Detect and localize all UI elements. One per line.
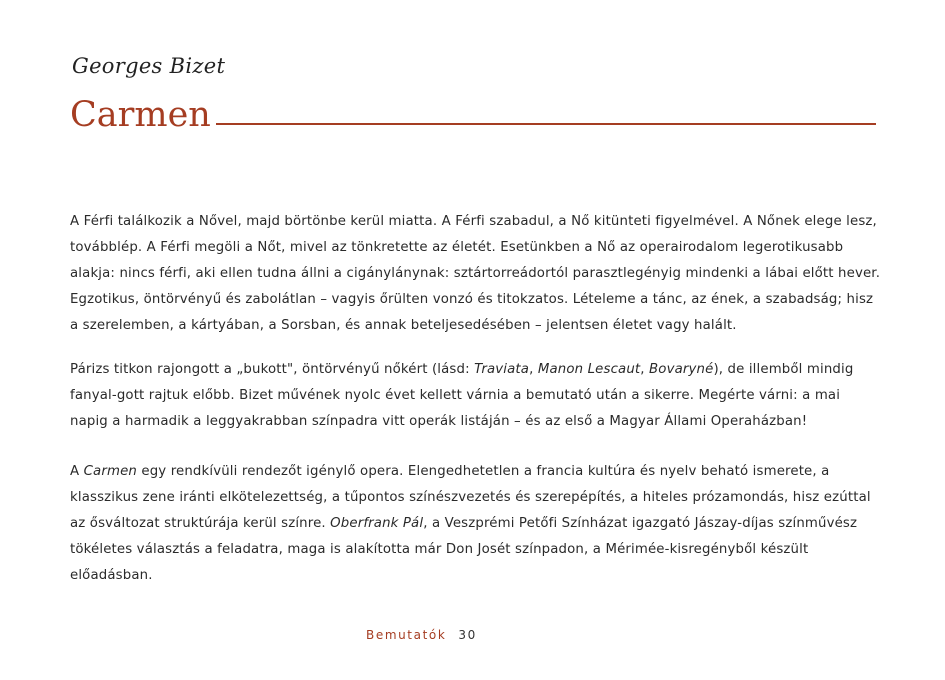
work-title-carmen: Carmen — [83, 464, 137, 479]
title-row — [70, 92, 876, 138]
paragraph-synopsis: A Férfi találkozik a Nővel, majd börtönbe kerül miatta. A Férfi szabadul, a Nő kitünteti figyelmével. A Nőnek elege lesz, továbblép. A Férfi megöli a Nőt, mivel az tönkretette az életét. Esetünkben a Nő az operairodalom legerotikusabb alakja: nincs férfi, aki ellen tudna állni a cigánylánynak: sztártorreádortól parasztlegényig mindenki a lábai előtt hever. Egzotikus, öntörvényű és zabolátlan – vagyis őrülten vonzó és titokzatos. Lételeme a tánc, az ének, a szabadság; hisz a szerelemben, a kártyában, a Sorsban, és annak beteljesedésében – jelentsen életet vagy halált. — [70, 214, 881, 333]
work-title-manon-lescaut: Manon Lescaut — [537, 362, 641, 377]
separator: , — [640, 362, 650, 377]
work-title-bovaryne: Bovaryné — [649, 362, 714, 377]
composer-name: Georges Bizet — [72, 54, 226, 78]
paragraph-direction — [70, 459, 882, 589]
footer-section-label: Bemutatók — [366, 628, 447, 642]
page-title: Carmen — [70, 95, 211, 135]
page-number: 30 — [458, 628, 477, 642]
director-name: Oberfrank Pál — [330, 516, 424, 531]
paragraph-direction-text-2: egy rendkívüli rendezőt igénylő opera. Elengedhetetlen a francia kultúra és nyelv beható ismerete, a klasszikus zene iránti elkötelezettség, a tűpontos színészvezetés és szerepépítés, a hiteles prózamondás, hisz ezúttal az ősváltozat struktúrája kerül színre. — [70, 464, 871, 531]
page-footer — [366, 628, 477, 642]
paragraph-history-text-1: Párizs titkon rajongott a „bukott", öntörvényű nőkért (lásd: — [70, 362, 475, 377]
work-title-traviata: Traviata — [474, 362, 530, 377]
title-divider — [216, 123, 876, 125]
paragraph-history — [70, 357, 882, 435]
paragraph-history-text-2: ), de illemből mindig fanyal-gott rajtuk előbb. Bizet művének nyolc évet kellett várnia a bemutató után a sikerre. Megérte várni: a mai napig a harmadik a leggyakrabban színpadra vitt operák listáján – és az első a Magyar Állami Operaházban! — [70, 362, 854, 429]
paragraph-direction-text-1: A — [70, 464, 84, 479]
separator: , — [529, 362, 538, 377]
paragraph-direction-text-3: , a Veszprémi Petőfi Színházat igazgató Jászay-díjas színművész tökéletes választás a feladatra, maga is alakította már Don Josét színpadon, a Mérimée-kisregényből készült előadásban. — [70, 516, 858, 583]
